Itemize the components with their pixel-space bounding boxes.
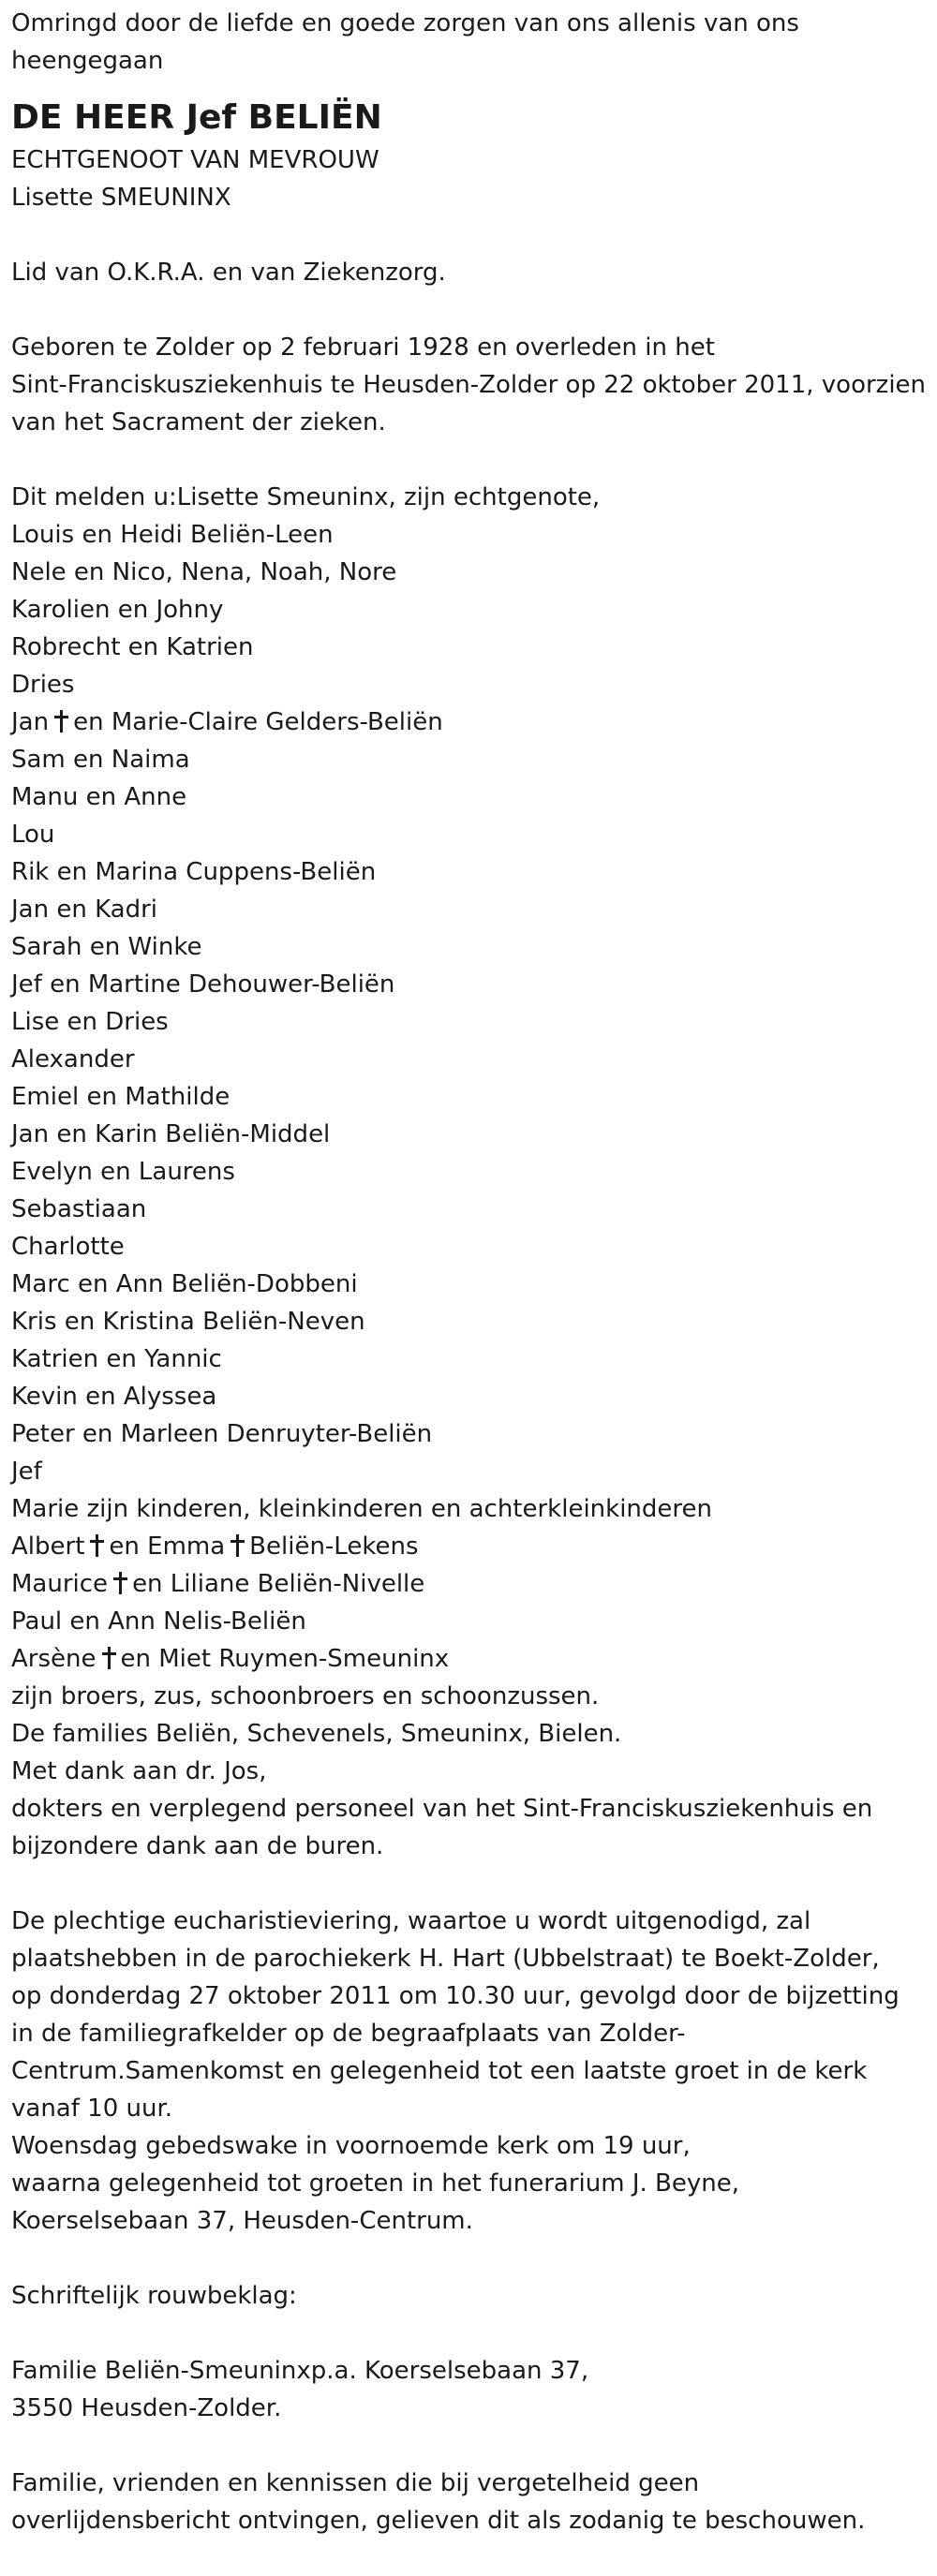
family-line: Lou [11,821,55,849]
family-name: en Emma [109,1532,226,1561]
spacer [11,441,926,479]
intro-line: Omringd door de liefde en goede zorgen van ons allenis van ons [11,9,799,37]
family-line: Emiel en Mathilde [11,1083,231,1111]
family-line [11,1528,926,1565]
address-line: 3550 Heusden-Zolder. [11,2394,282,2422]
spacer [11,291,926,329]
family-line: Rik en Marina Cuppens-Beliën [11,858,377,886]
family-line: Sebastiaan [11,1195,147,1223]
family-name: Albert [11,1532,85,1561]
family-line [11,1640,926,1678]
cross-icon [90,1534,103,1557]
family-line: Kris en Kristina Beliën-Neven [11,1308,365,1336]
family-line: Evelyn en Laurens [11,1158,235,1186]
ceremony-line: plaatshebben in de parochiekerk H. Hart (Ubbelstraat) te Boekt-Zolder, [11,1945,880,1973]
cross-icon [102,1647,115,1669]
family-line: Sam en Naima [11,746,190,774]
family-name: Maurice [11,1570,109,1598]
family-line: Sarah en Winke [11,933,202,961]
family-line: Robrecht en Katrien [11,633,254,661]
family-line: Alexander [11,1045,135,1073]
ceremony-line: op donderdag 27 oktober 2011 om 10.30 uur, gevolgd door de bijzetting [11,1982,900,2010]
family-line: Dit melden u:Lisette Smeuninx, zijn echtgenote, [11,483,601,511]
family-line: Katrien en Yannic [11,1345,222,1373]
family-line: Karolien en Johny [11,596,224,624]
family-line: Jef en Martine Dehouwer-Beliën [11,970,395,999]
spouse-label: ECHTGENOOT VAN MEVROUW [11,146,379,174]
family-name: en Liliane Beliën-Nivelle [132,1570,425,1598]
family-line: Marie zijn kinderen, kleinkinderen en achterkleinkinderen [11,1495,713,1523]
title-surname: BELIËN [247,98,382,137]
family-line: Dries [11,671,75,699]
family-line: Charlotte [11,1233,125,1261]
membership-text: Lid van O.K.R.A. en van Ziekenzorg. [11,259,446,287]
deceased-name-heading [11,95,926,141]
ceremony-line: Koerselsebaan 37, Heusden-Centrum. [11,2207,473,2235]
family-line: Nele en Nico, Nena, Noah, Nore [11,558,397,586]
condolence-label: Schriftelijk rouwbeklag: [11,2282,297,2310]
family-line: Lise en Dries [11,1008,169,1036]
cross-icon [231,1534,244,1557]
ceremony-line: De plechtige eucharistieviering, waartoe u wordt uitgenodigd, zal [11,1907,811,1935]
spacer [11,2240,926,2277]
family-name: en Miet Ruymen-Smeuninx [120,1645,450,1673]
spacer [11,2315,926,2352]
family-line: Jan en Kadri [11,896,158,924]
birth-death-paragraph [11,329,926,441]
spacer [11,1865,926,1902]
family-name: Beliën-Lekens [249,1532,419,1561]
family-line: Paul en Ann Nelis-Beliën [11,1607,306,1636]
title-prefix: DE HEER [11,98,175,137]
address-line: Familie Beliën-Smeuninxp.a. Koerselsebaan 37, [11,2357,589,2385]
birth-line: van het Sacrament der zieken. [11,408,386,437]
family-line [11,1565,926,1603]
ceremony-paragraph [11,1902,926,2240]
family-line: Jan en Karin Beliën-Middel [11,1120,331,1148]
spacer [11,2427,926,2465]
spouse-block [11,141,926,216]
family-line: bijzondere dank aan de buren. [11,1832,384,1860]
family-line: Louis en Heidi Beliën-Leen [11,521,334,549]
ceremony-line: waarna gelegenheid tot groeten in het funerarium J. Beyne, [11,2169,739,2198]
family-line: Marc en Ann Beliën-Dobbeni [11,1270,358,1298]
closing-note [11,2465,926,2539]
title-firstname: Jef [186,98,237,137]
ceremony-line: Woensdag gebedswake in voornoemde kerk om 19 uur, [11,2132,691,2160]
condolence-address [11,2352,926,2427]
family-line: dokters en verplegend personeel van het Sint-Franciskusziekenhuis en [11,1795,873,1823]
family-line [11,703,926,741]
family-line: Manu en Anne [11,783,187,811]
family-list [11,479,926,1865]
intro-text [11,5,926,80]
ceremony-line: vanaf 10 uur. [11,2095,173,2123]
family-name: Jan [11,708,50,736]
cross-icon [113,1572,126,1594]
ceremony-line: Centrum.Samenkomst en gelegenheid tot een laatste groet in de kerk [11,2057,868,2085]
intro-line: heengegaan [11,47,164,75]
family-name: en Marie-Claire Gelders-Beliën [73,708,443,736]
ceremony-line: in de familiegrafkelder op de begraafplaats van Zolder- [11,2020,686,2048]
spouse-name: Lisette SMEUNINX [11,184,231,212]
spacer [11,216,926,254]
closing-line: Familie, vrienden en kennissen die bij vergetelheid geen [11,2469,700,2497]
closing-line: overlijdensbericht ontvingen, gelieven dit als zodanig te beschouwen. [11,2507,866,2535]
birth-line: Geboren te Zolder op 2 februari 1928 en overleden in het [11,333,715,362]
family-line: Met dank aan dr. Jos, [11,1757,267,1785]
birth-line: Sint-Franciskusziekenhuis te Heusden-Zolder op 22 oktober 2011, voorzien [11,371,927,399]
family-line: Jef [11,1458,42,1486]
family-name: Arsène [11,1645,97,1673]
family-line: zijn broers, zus, schoonbroers en schoonzussen. [11,1682,600,1710]
family-line: Peter en Marleen Denruyter-Beliën [11,1420,433,1448]
family-line: De families Beliën, Schevenels, Smeuninx, Bielen. [11,1720,622,1748]
family-line: Kevin en Alyssea [11,1383,217,1411]
cross-icon [54,710,67,733]
